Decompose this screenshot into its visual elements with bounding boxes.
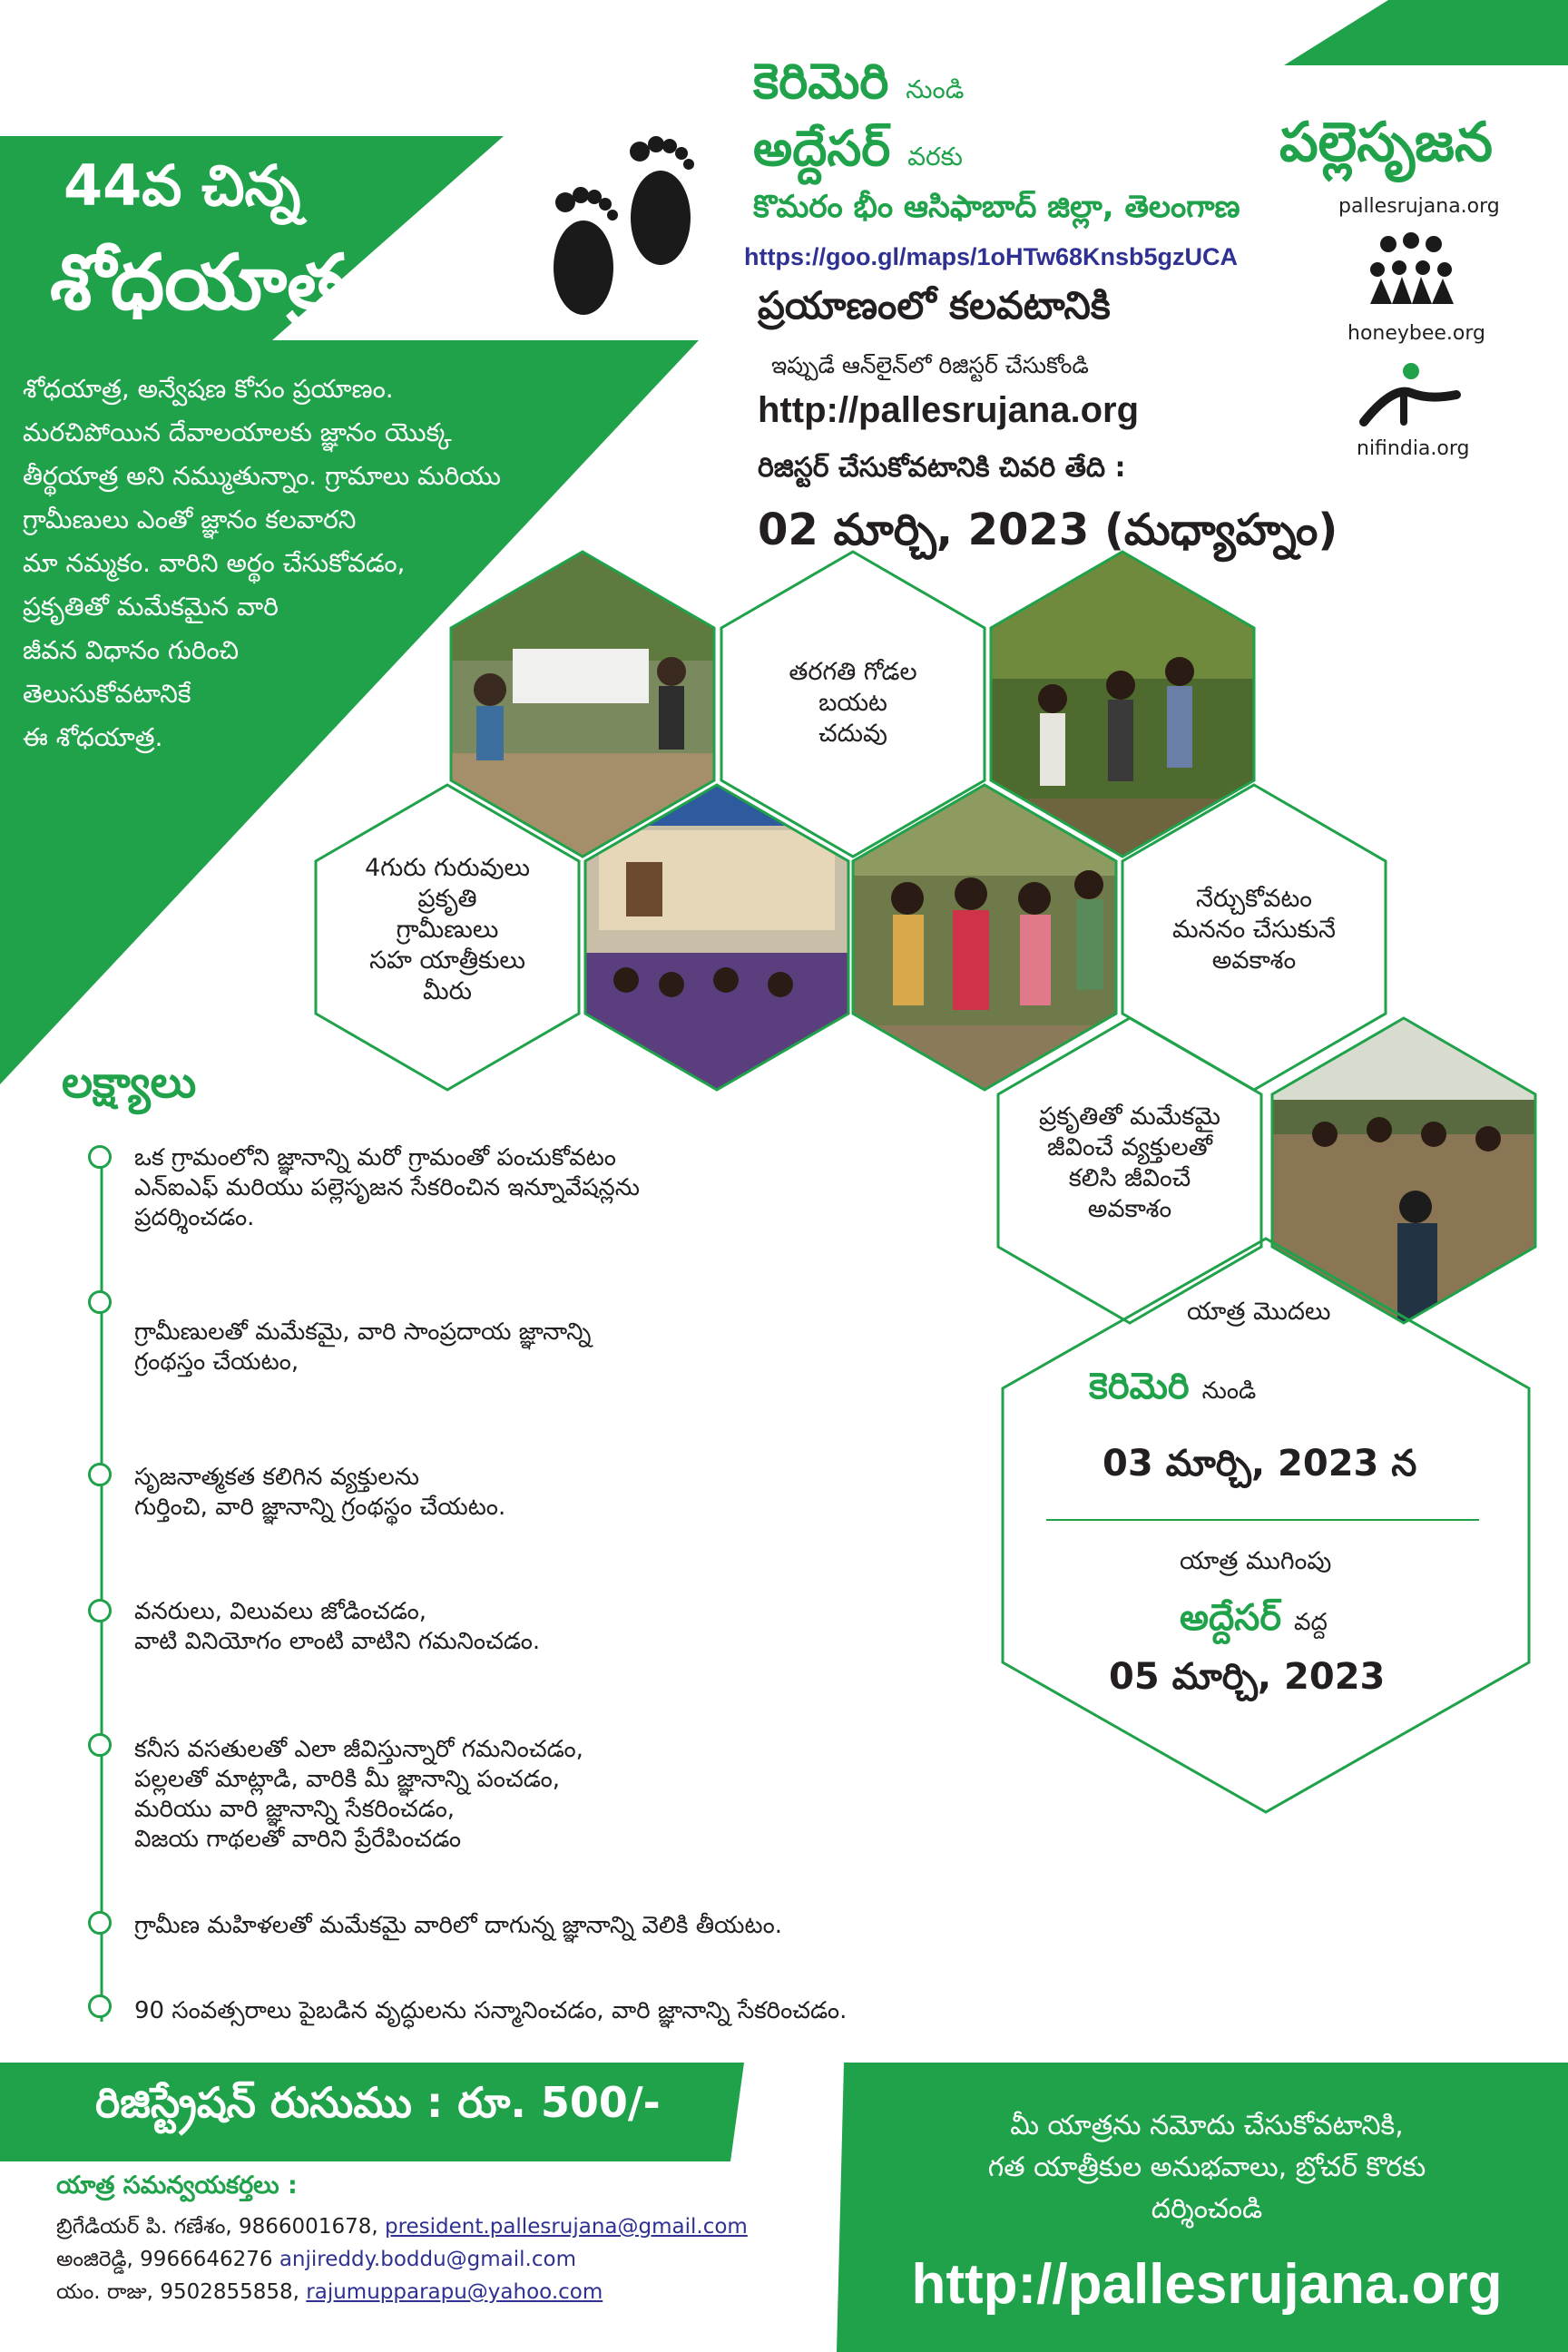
page-title: శోధయాత్ర [50,238,347,327]
partner-honeybee[interactable]: honeybee.org [1348,322,1486,345]
intro-line: గ్రామీణులు ఎంతో జ్ఞానం కలవారని [23,505,357,534]
intro-line: జీవన విధానం గురించి [23,635,240,665]
register-now-text: ఇప్పుడే ఆన్‌లైన్‌లో రిజిస్టర్ చేసుకోండి [771,352,1089,378]
intro-line: ఈ శోధయాత్ర. [23,722,163,752]
intro-line: శోధయాత్ర, అన్వేషణ కోసం ప్రయాణం. [23,374,394,404]
coordinators-title: యాత్ర సమన్వయకర్తలు : [56,2171,298,2200]
goal-marker [88,1733,112,1757]
partner-nif[interactable]: nifindia.org [1357,437,1470,460]
goal-item: గ్రామీణులతో మమేకమై, వారి సాంప్రదాయ జ్ఞానాన్ని గ్రంథస్తం చేయటం, [134,1318,592,1376]
goal-marker [88,1911,112,1935]
photo-village-gathering [1272,1018,1535,1323]
hex-learning: నేర్చుకోవటం మననం చేసుకునే అవకాశం [1172,885,1336,975]
coordinator-phone[interactable]: 9866001678, [239,2215,378,2239]
honeybee-logo-icon [1361,231,1461,309]
goal-item: 90 సంవత్సరాలు పైబడిన వృద్ధులను సన్మానించడం, వారి జ్ఞానాన్ని సేకరించడం. [134,1997,848,2024]
goals-title: లక్ష్యాలు [62,1057,197,1108]
coordinator-email[interactable]: president.pallesrujana@gmail.com [384,2215,748,2239]
deadline-date: 02 మార్చి, 2023 (మధ్యాహ్నం) [758,505,1338,555]
deadline-label: రిజిస్టర్ చేసుకోవటానికి చివరి తేది : [758,452,1126,484]
start-label: యాత్ర మొదలు [1187,1298,1331,1326]
meet-heading: ప్రయాణంలో కలవటానికి [758,283,1111,328]
coordinator-email[interactable]: anjireddy.boddu@gmail.com [279,2248,576,2271]
goal-marker [88,1599,112,1622]
route-from: కెరిమెరి నుండి [753,53,965,110]
edition-label: 44వ చిన్న [64,152,301,219]
intro-line: ప్రకృతితో మమేకమైన వారి [23,592,279,622]
district-label: కొమరం భీం ఆసిఫాబాద్ జిల్లా, తెలంగాణ [753,189,1240,225]
end-date: 05 మార్చి, 2023 [1109,1656,1386,1698]
goal-item: ఒక గ్రామంలోని జ్ఞానాన్ని మరో గ్రామంతో పంచుకోవటం ఎన్ఐఎఫ్ మరియు పల్లెసృజన సేకరించిన ఇన్నూవేషన్లను ప్రదర్శించడం. [134,1144,641,1231]
register-url[interactable]: http://pallesrujana.org [758,390,1140,430]
goal-marker [88,1463,112,1486]
end-label: యాత్ర ముగింపు [1180,1547,1332,1575]
hex-nature: ప్రకృతితో మమేకమై జీవించే వ్యక్తులతో కలిసి జీవించే అవకాశం [1039,1102,1220,1223]
coordinator-row: యం. రాజు, 9502855858, rajumupparapu@yahoo.com [56,2280,603,2304]
route-to: అద్దేసర్ వరకు [753,120,963,177]
footprints-icon [531,132,712,336]
coordinator-row: బ్రిగేడియర్ పి. గణేశం, 9866001678, president.pallesrujana@gmail.com [56,2215,748,2239]
intro-line: మరచిపోయిన దేవాలయాలకు జ్ఞానం యొక్క [23,417,452,447]
goal-item: వనరులు, విలువలు జోడించడం, వాటి వినియోగం లాంటి వాటిని గమనించడం. [134,1598,541,1655]
hex-outside-class: తరగతి గోడల బయట చదువు [789,658,917,748]
intro-line: మా నమ్మకం. వారిని అర్థం చేసుకోవడం, [23,548,406,578]
start-place: కెరిమెరి నుండి [1089,1366,1257,1407]
goal-marker [88,1145,112,1169]
map-link[interactable]: https://goo.gl/maps/1oHTw68Knsb5gzUCA [744,243,1239,270]
brand-logo: పల్లెసృజన [1279,111,1493,174]
coordinator-phone[interactable]: 9966646276 [140,2248,273,2271]
start-date: 03 మార్చి, 2023 న [1102,1443,1417,1485]
footer-url[interactable]: http://pallesrujana.org [911,2253,1503,2316]
goal-marker [88,1994,112,2018]
goal-item: గ్రామీణ మహిళలతో మమేకమై వారిలో దాగున్న జ్ఞానాన్ని వెలికి తీయటం. [134,1912,783,1939]
coordinator-row: అంజిరెడ్డి, 9966646276 anjireddy.boddu@gmail.com [56,2248,576,2271]
hex-gurus: 4గురు గురువులు ప్రకృతి గ్రామీణులు సహ యాత్రీకులు మీరు [364,854,531,1005]
intro-line: తీర్థయాత్ర అని నమ్ముతున్నాం. గ్రామాలు మరియు [23,461,501,491]
goal-item: సృజనాత్మకత కలిగిన వ్యక్తులను గుర్తించి, వారి జ్ఞానాన్ని గ్రంథస్థం చేయటం. [134,1464,506,1521]
coordinator-phone[interactable]: 9502855858, [160,2280,299,2304]
registration-fee: రిజిస్ట్రేషన్ రుసుము : రూ. 500/- [95,2078,661,2127]
coordinators-list [56,2210,748,2308]
coordinator-email[interactable]: rajumupparapu@yahoo.com [306,2280,603,2304]
corner-ribbon [1284,0,1568,65]
footer-visit-text: మీ యాత్రను నమోదు చేసుకోవటానికి, గత యాత్రీకుల అనుభవాలు, బ్రోచర్ కొరకు దర్శించండి [987,2110,1426,2225]
intro-paragraph [23,368,501,760]
intro-line: తెలుసుకోవటానికే [23,679,191,709]
goal-marker [88,1290,112,1314]
end-place: అద్దేసర్ వద్ద [1180,1597,1328,1639]
nif-logo-icon [1357,358,1465,431]
goal-item: కనీస వసతులతో ఎలా జీవిస్తున్నారో గమనించడం, పల్లలతో మాట్లాడి, వారికి మీ జ్ఞానాన్ని పంచడం, మరియు వారి జ్ఞానాన్ని సేకరించడం, విజయ గాథలతో వారిని ప్రేరేపించడం [134,1736,583,1853]
brand-site[interactable]: pallesrujana.org [1338,195,1500,218]
